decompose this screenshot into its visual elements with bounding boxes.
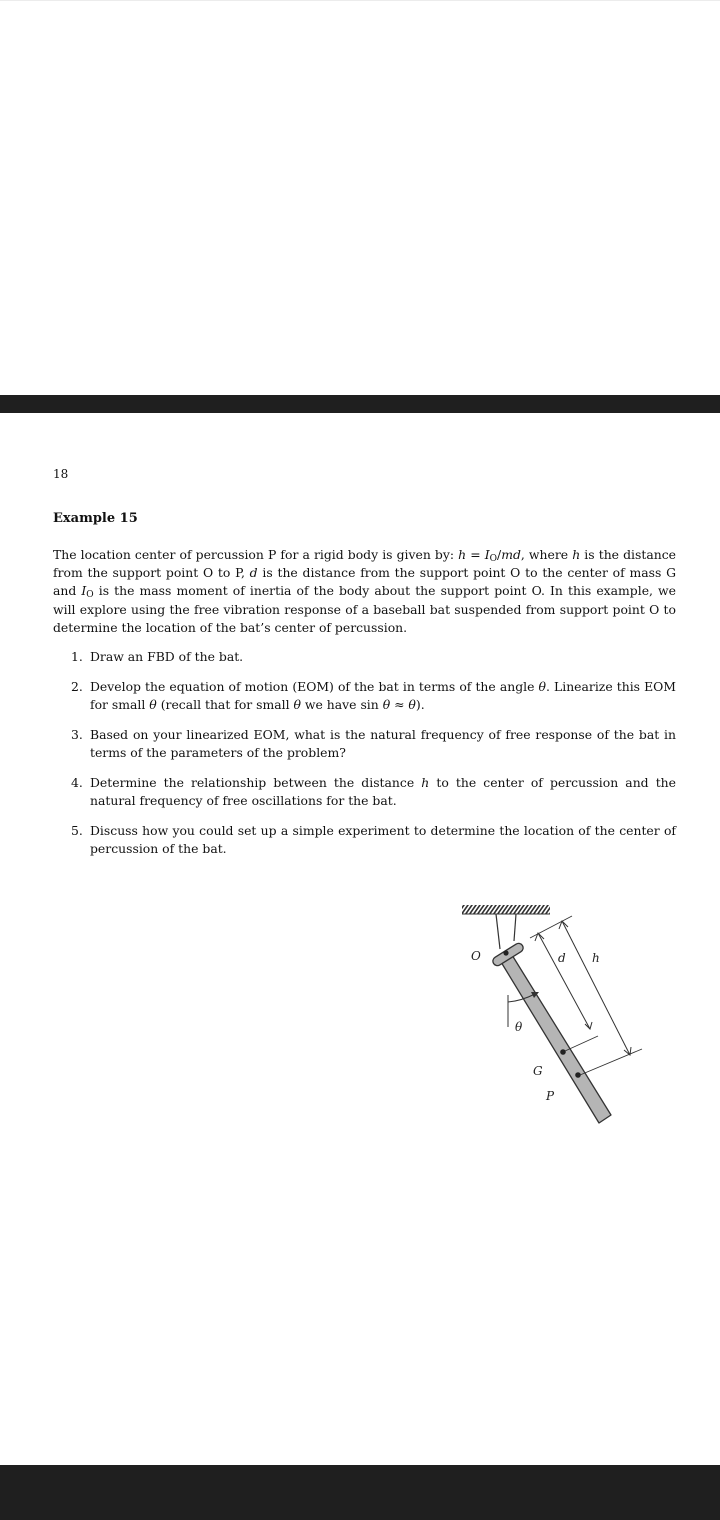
bottom-black-bar xyxy=(0,1465,720,1520)
page-number: 18 xyxy=(53,467,69,481)
extension-line-p xyxy=(580,1049,642,1075)
task-number: 4. xyxy=(71,775,83,790)
task-item: 2. Develop the equation of motion (EOM) of the bat in terms of the angle θ. Linearize this EOM for small θ (recall that for small θ we have sin θ ≈ θ). xyxy=(71,679,676,712)
label-theta: θ xyxy=(515,1020,523,1034)
top-hairline xyxy=(0,0,720,1)
intro-paragraph: The location center of percussion P for a rigid body is given by: $h = I_O/md$, where h is the distance from the support point O to P, d is the distance from the support point O to the center of mass G and $I_O$ is the mass moment of inertia of the body about the support point O. In this example, we will explore using the free vibration response of a baseball bat suspended from support point O to determine the location of the bat’s center of percussion. xyxy=(53,547,676,635)
task-item: 4. Determine the relationship between the distance h to the center of percussion and the natural frequency of free oscillations for the bat. xyxy=(71,775,676,808)
label-d: d xyxy=(558,951,566,965)
example-title: Example 15 xyxy=(53,511,138,526)
bat-diagram xyxy=(458,895,658,1135)
task-item xyxy=(53,648,676,666)
center-of-percussion-dot xyxy=(575,1072,581,1078)
task-number: 1. xyxy=(71,649,83,664)
task-number: 3. xyxy=(71,727,83,742)
bat-pendulum-figure xyxy=(458,895,658,1135)
ceiling-hatch xyxy=(462,905,550,914)
task-text: Discuss how you could set up a simple experiment to determine the location of the center of percussion of the bat. xyxy=(90,823,676,856)
task-number: 2. xyxy=(71,679,83,694)
h-dimension-line xyxy=(562,921,630,1055)
top-black-bar xyxy=(0,395,720,413)
support-left-strut xyxy=(496,914,500,949)
task-text: Based on your linearized EOM, what is the natural frequency of free response of the bat in terms of the parameters of the problem? xyxy=(90,727,676,760)
label-p: P xyxy=(546,1089,555,1103)
center-of-mass-dot xyxy=(560,1049,566,1055)
bat-body xyxy=(501,955,611,1123)
pivot-point-dot xyxy=(503,950,508,955)
task-item xyxy=(53,822,676,858)
extension-line-top xyxy=(530,916,572,938)
task-number: 5. xyxy=(71,823,83,838)
extension-line-g xyxy=(565,1036,598,1051)
task-text: Draw an FBD of the bat. xyxy=(90,649,244,664)
task-list xyxy=(53,648,676,870)
label-o: O xyxy=(471,949,481,963)
task-item xyxy=(53,726,676,762)
label-h: h xyxy=(592,951,600,965)
support-right-strut xyxy=(514,914,516,941)
label-g: G xyxy=(533,1064,543,1078)
